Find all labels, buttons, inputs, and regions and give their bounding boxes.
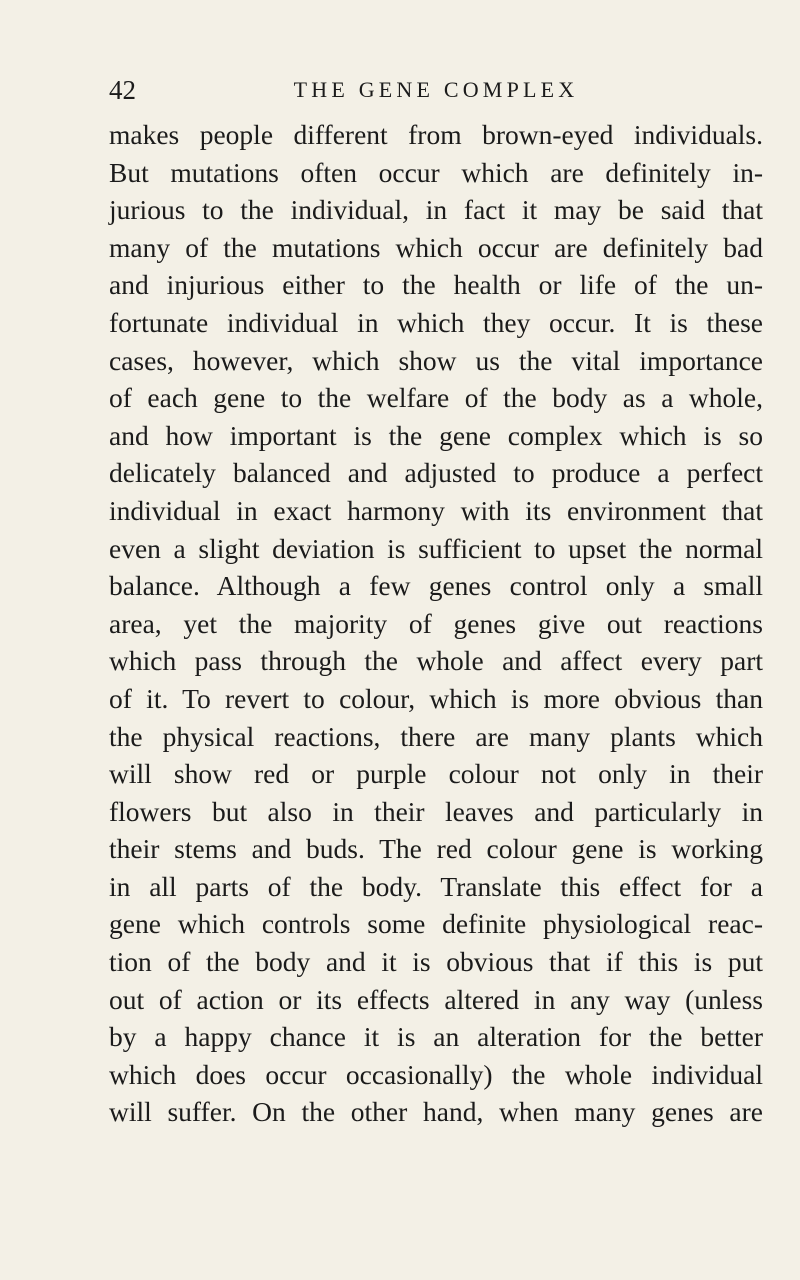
text-line: many of the mutations which occur are definitely bad bbox=[109, 231, 763, 263]
text-line: individual in exact harmony with its environment that bbox=[109, 494, 763, 526]
text-line: by a happy chance it is an alteration for the better bbox=[109, 1021, 763, 1053]
text-line: out of action or its effects altered in any way (unless bbox=[109, 983, 763, 1015]
text-line: makes people different from brown-eyed individuals. bbox=[109, 119, 763, 150]
text-line: and how important is the gene complex which is so bbox=[109, 419, 763, 451]
text-line: will suffer. On the other hand, when many genes are bbox=[109, 1096, 763, 1128]
text-line: the physical reactions, there are many plants which bbox=[109, 720, 763, 752]
page-header bbox=[109, 72, 763, 108]
text-line: of it. To revert to colour, which is more obvious than bbox=[109, 682, 763, 714]
text-line: gene which controls some definite physiological reac- bbox=[109, 908, 763, 940]
text-line: flowers but also in their leaves and particularly in bbox=[109, 795, 763, 827]
text-line: area, yet the majority of genes give out reactions bbox=[109, 607, 763, 639]
text-line: which does occur occasionally) the whole individual bbox=[109, 1058, 763, 1090]
text-line: their stems and buds. The red colour gene is working bbox=[109, 833, 763, 865]
text-line: cases, however, which show us the vital importance bbox=[109, 344, 763, 376]
text-line: and injurious either to the health or life of the un- bbox=[109, 269, 763, 301]
running-head: THE GENE COMPLEX bbox=[293, 77, 579, 102]
text-line: delicately balanced and adjusted to produce a perfect bbox=[109, 457, 763, 489]
text-line: in all parts of the body. Translate this effect for a bbox=[109, 870, 763, 902]
text-line: will show red or purple colour not only in their bbox=[109, 758, 763, 790]
text-line: which pass through the whole and affect every part bbox=[109, 645, 763, 677]
text-line: But mutations often occur which are definitely in- bbox=[109, 156, 763, 188]
text-line: tion of the body and it is obvious that if this is put bbox=[109, 946, 763, 978]
body-text bbox=[109, 116, 763, 1131]
text-line: jurious to the individual, in fact it may be said that bbox=[109, 194, 763, 226]
page-number: 42 bbox=[109, 75, 136, 105]
text-line: of each gene to the welfare of the body as a whole, bbox=[109, 382, 763, 414]
text-line: fortunate individual in which they occur. It is these bbox=[109, 306, 763, 338]
text-line: even a slight deviation is sufficient to upset the normal bbox=[109, 532, 763, 564]
text-line: balance. Although a few genes control only a small bbox=[109, 570, 763, 602]
